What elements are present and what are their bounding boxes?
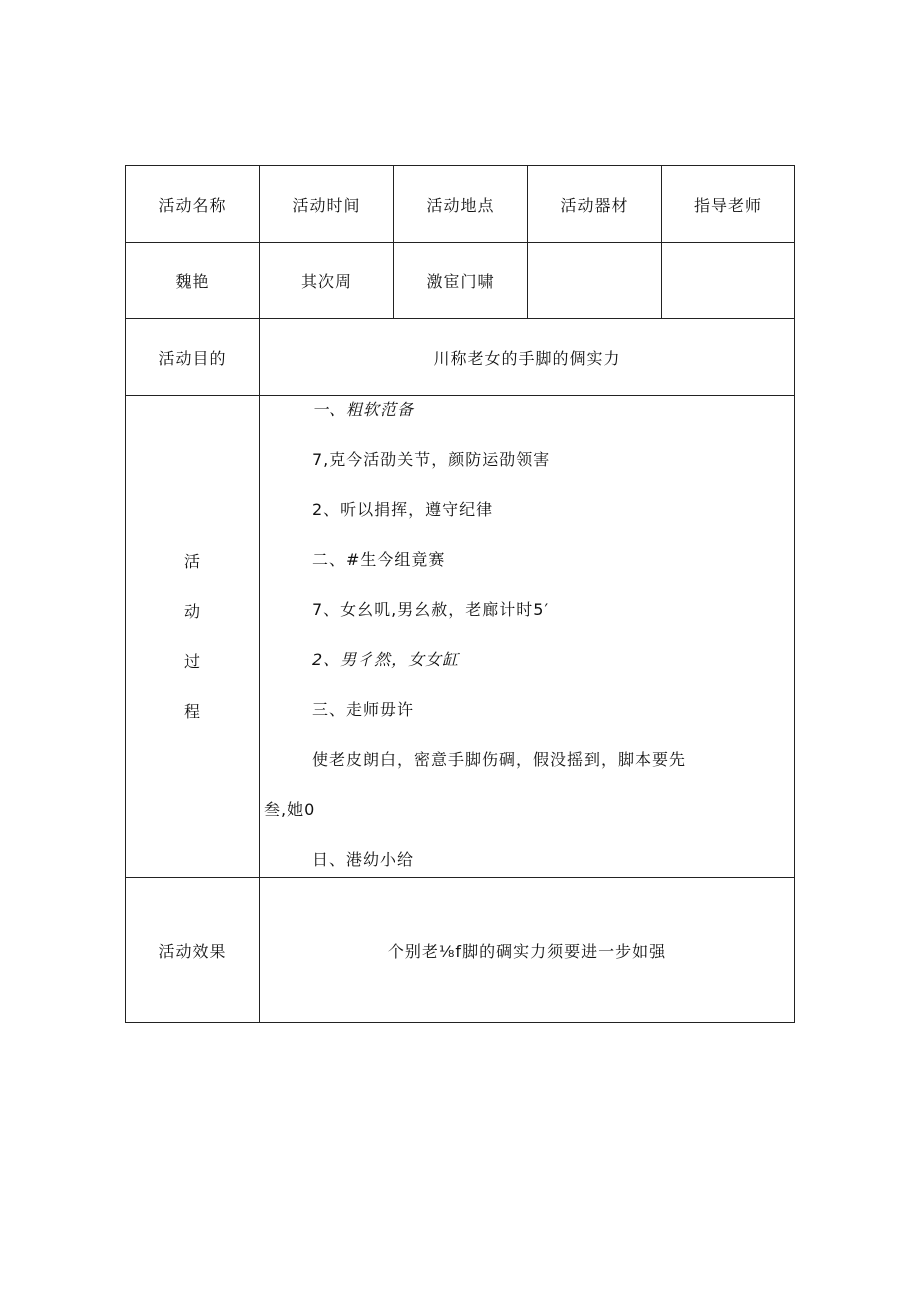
process-line: 7、女幺叽,男幺赦，老廊计时5′ (312, 600, 550, 619)
purpose-value: 川称老女的手脚的倜实力 (259, 318, 795, 396)
process-line: 三、走师毋许 (312, 700, 415, 719)
process-label-char: 程 (183, 701, 201, 721)
activity-record-table (125, 165, 795, 1023)
process-label-char: 活 (183, 551, 201, 571)
purpose-label: 活动目的 (125, 318, 260, 396)
value-activity-name: 魏艳 (125, 242, 260, 319)
value-instructor (661, 242, 795, 319)
header-activity-time: 活动时间 (259, 165, 394, 243)
header-activity-equipment: 活动器材 (527, 165, 662, 243)
value-activity-location: 激宦门啸 (393, 242, 528, 319)
process-line: 使老皮朗白，密意手脚伤碉，假没摇到，脚本要先 (312, 750, 687, 769)
effect-label: 活动效果 (125, 877, 260, 1023)
effect-value: 个别老⅛f脚的碉实力须要进一步如强 (259, 877, 795, 1023)
process-label-char: 过 (183, 651, 201, 671)
header-activity-name: 活动名称 (125, 165, 260, 243)
process-line: 2、听以捐挥，遵守纪律 (312, 500, 494, 519)
value-activity-time: 其次周 (259, 242, 394, 319)
process-line: 2、男彳然，女女缸 (312, 650, 460, 669)
header-activity-location: 活动地点 (393, 165, 528, 243)
value-activity-equipment (527, 242, 662, 319)
process-line: 日、港幼小给 (312, 850, 415, 869)
header-instructor: 指导老师 (661, 165, 795, 243)
process-content (259, 395, 795, 878)
process-line: 二、#生今组竟赛 (312, 550, 446, 569)
process-line: 一、粗软范备 (312, 400, 415, 419)
process-line-continuation: 叁,她0 (264, 800, 316, 819)
process-label-char: 动 (183, 601, 201, 621)
process-label (125, 395, 260, 878)
process-line: 7,克今活劭关节，颜防运劭领害 (312, 450, 551, 469)
